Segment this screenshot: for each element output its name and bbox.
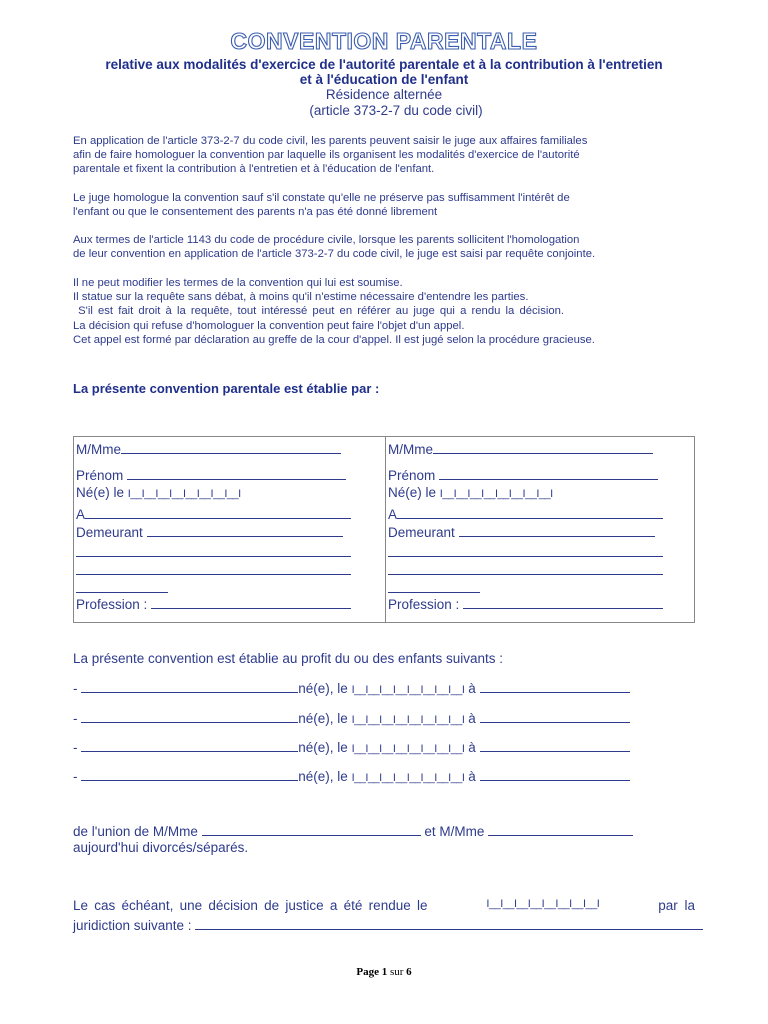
- child-4-birthplace-field[interactable]: [480, 767, 630, 781]
- birthdate-label: Né(e) le: [76, 485, 125, 500]
- text-line: La décision qui refuse d'homologuer la convention peut faire l'objet d'un appel.: [73, 319, 465, 332]
- text-line: Aux termes de l'article 1143 du code de procédure civile, lorsque les parents sollicitent l'homologation: [73, 234, 580, 246]
- text-line: afin de faire homologuer la convention par laquelle ils organisent les modalités d'exercice de l'autorité: [73, 149, 580, 162]
- parent-2-address-line-4[interactable]: [388, 579, 480, 593]
- decision-suffix: par la: [658, 898, 695, 913]
- intro-paragraph-1: [73, 134, 695, 177]
- child-3-birthplace-field[interactable]: [480, 738, 630, 752]
- born-label: né(e), le: [298, 769, 348, 784]
- mme-label: M/Mme: [76, 442, 121, 457]
- prenom-label: Prénom: [388, 468, 436, 483]
- parent-1-firstname-field[interactable]: [127, 466, 346, 480]
- subtitle-line-2: et à l'éducation de l'enfant: [299, 72, 469, 87]
- intro-paragraph-4: [73, 276, 695, 347]
- article-reference: (article 373-2-7 du code civil): [309, 103, 483, 118]
- prenom-label: Prénom: [76, 468, 124, 483]
- place-label: à: [468, 711, 476, 726]
- intro-paragraph-3: [73, 233, 695, 261]
- decision-line: [73, 898, 695, 913]
- page-footer: [0, 966, 768, 978]
- text-line: de leur convention en application de l'article 373-2-7 du code civil, le juge est saisi par requête conjointe.: [73, 248, 596, 261]
- child-3-name-field[interactable]: [81, 738, 298, 752]
- text-line: Cet appel est formé par déclaration au greffe de la cour d'appel. Il est jugé selon la procédure gracieuse.: [73, 333, 595, 346]
- parent-1-birthdate-field[interactable]: I__I__I__I__I__I__I__I__I: [127, 488, 241, 500]
- text-line: parentale et fixent la contribution à l'entretien et à l'éducation de l'enfant.: [73, 163, 435, 176]
- profession-label: Profession :: [388, 597, 460, 612]
- mme-label: M/Mme: [388, 442, 433, 457]
- children-intro: La présente convention est établie au profit du ou des enfants suivants :: [73, 651, 504, 666]
- child-2-name-field[interactable]: [81, 709, 298, 723]
- parent-1-profession-field[interactable]: [151, 595, 351, 609]
- dash: -: [73, 681, 78, 696]
- parent-2-column: [385, 437, 697, 622]
- page-total: 6: [406, 966, 412, 978]
- child-row: [73, 738, 630, 755]
- union-parent-1-field[interactable]: [202, 822, 421, 836]
- union-parent-2-field[interactable]: [488, 822, 633, 836]
- text-line: En application de l'article 373-2-7 du code civil, les parents peuvent saisir le juge aux affaires familiales: [73, 135, 588, 147]
- document-title: CONVENTION PARENTALE: [230, 28, 538, 54]
- child-row: [73, 767, 630, 784]
- parent-1-column: [74, 437, 385, 622]
- dash: -: [73, 740, 78, 755]
- child-4-birthdate-field[interactable]: I__I__I__I__I__I__I__I__I: [351, 772, 465, 784]
- parent-2-firstname-field[interactable]: [439, 466, 658, 480]
- union-label: de l'union de M/Mme: [73, 824, 198, 839]
- parent-2-address-line-2[interactable]: [388, 543, 663, 557]
- child-1-birthdate-field[interactable]: I__I__I__I__I__I__I__I__I: [351, 684, 465, 696]
- child-1-birthplace-field[interactable]: [480, 679, 630, 693]
- dash: -: [73, 711, 78, 726]
- address-label: Demeurant: [76, 525, 143, 540]
- jurisdiction-field[interactable]: [195, 916, 703, 930]
- parent-1-address-line-2[interactable]: [76, 543, 351, 557]
- place-label: à: [468, 769, 476, 784]
- child-row: [73, 679, 630, 696]
- text-line: Le juge homologue la convention sauf s'il constate qu'elle ne préserve pas suffisamment l'intérêt de: [73, 192, 570, 204]
- child-3-birthdate-field[interactable]: I__I__I__I__I__I__I__I__I: [351, 743, 465, 755]
- birthdate-label: Né(e) le: [388, 485, 437, 500]
- jurisdiction-label: juridiction suivante :: [73, 918, 192, 933]
- parent-1-name-field[interactable]: [121, 440, 341, 454]
- intro-paragraph-2: [73, 191, 695, 219]
- parent-2-profession-field[interactable]: [463, 595, 663, 609]
- parent-2-address-line-3[interactable]: [388, 561, 663, 575]
- parents-form-table: [73, 436, 695, 623]
- parent-2-birthplace-field[interactable]: [397, 505, 663, 519]
- parent-1-address-field[interactable]: [147, 523, 343, 537]
- page-current: 1: [381, 966, 388, 978]
- born-label: né(e), le: [298, 681, 348, 696]
- parent-2-birthdate-field[interactable]: I__I__I__I__I__I__I__I__I: [439, 488, 553, 500]
- page-of-label: sur: [389, 966, 404, 978]
- born-label: né(e), le: [298, 740, 348, 755]
- parent-1-address-line-3[interactable]: [76, 561, 351, 575]
- dash: -: [73, 769, 78, 784]
- parent-1-address-line-4[interactable]: [76, 579, 168, 593]
- residence-label: Résidence alternée: [325, 87, 443, 102]
- parent-2-name-field[interactable]: [433, 440, 653, 454]
- union-status: aujourd'hui divorcés/séparés.: [73, 840, 249, 855]
- jurisdiction-line: [73, 916, 703, 933]
- child-2-birthdate-field[interactable]: I__I__I__I__I__I__I__I__I: [351, 714, 465, 726]
- child-2-birthplace-field[interactable]: [480, 709, 630, 723]
- birthplace-label: A: [76, 507, 86, 522]
- page-label: Page: [356, 966, 379, 978]
- place-label: à: [468, 740, 476, 755]
- birthplace-label: A: [388, 507, 398, 522]
- established-by-heading: La présente convention parentale est établie par :: [73, 381, 380, 396]
- child-row: [73, 709, 630, 726]
- address-label: Demeurant: [388, 525, 455, 540]
- born-label: né(e), le: [298, 711, 348, 726]
- text-line: Il statue sur la requête sans débat, à moins qu'il n'estime nécessaire d'entendre les parties.: [73, 291, 529, 304]
- place-label: à: [468, 681, 476, 696]
- text-line: S'il est fait droit à la requête, tout intéressé peut en référer au juge qui a rendu la décision.: [73, 305, 565, 318]
- parent-2-address-field[interactable]: [459, 523, 655, 537]
- child-4-name-field[interactable]: [81, 767, 298, 781]
- text-line: Il ne peut modifier les termes de la convention qui lui est soumise.: [73, 277, 403, 289]
- child-1-name-field[interactable]: [81, 679, 298, 693]
- parent-1-birthplace-field[interactable]: [85, 505, 351, 519]
- text-line: l'enfant ou que le consentement des parents n'a pas été donné librement: [73, 206, 438, 219]
- decision-label: Le cas échéant, une décision de justice a été rendue le: [73, 898, 428, 913]
- union-line: [73, 822, 633, 839]
- profession-label: Profession :: [76, 597, 148, 612]
- subtitle-line-1: relative aux modalités d'exercice de l'autorité parentale et à la contribution à l'entretien: [105, 57, 663, 72]
- decision-date-field[interactable]: I__I__I__I__I__I__I__I__I: [486, 898, 600, 910]
- union-and-label: et M/Mme: [424, 824, 485, 839]
